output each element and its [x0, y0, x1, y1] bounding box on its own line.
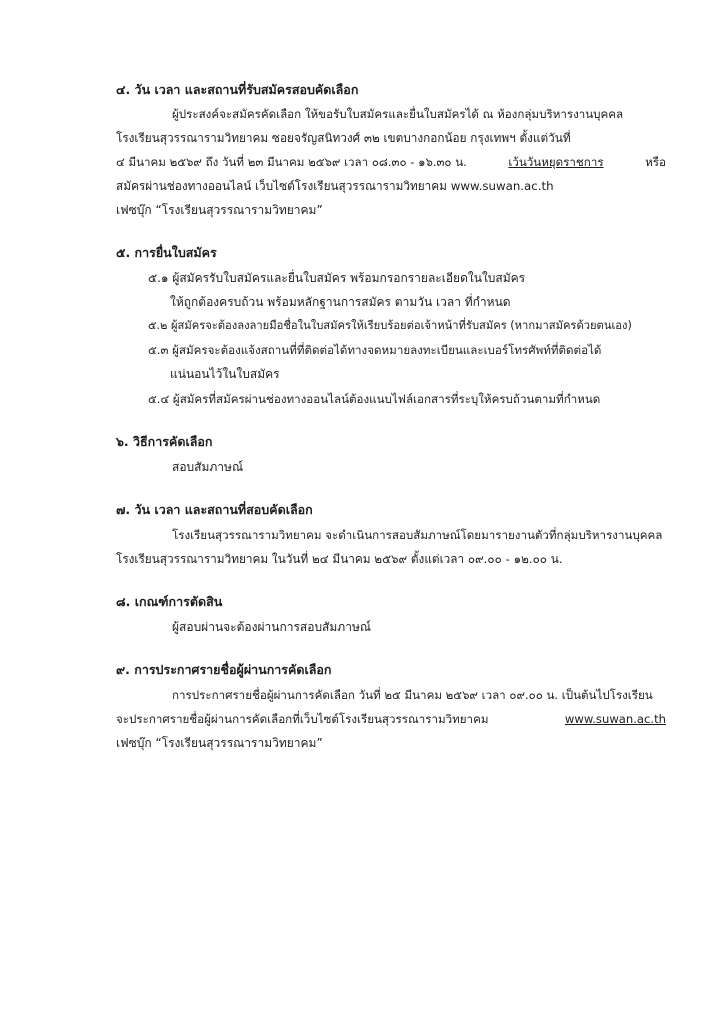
section-9-heading: ๙. การประกาศรายชื่อผู้ผ่านการคัดเลือก — [116, 662, 332, 677]
section-9-line-1: การประกาศรายชื่อผู้ผ่านการคัดเลือก วันที่ ๒๕ มีนาคม ๒๕๖๙ เวลา ๐๙.๐๐ น. เป็นต้นไปโรงเรียน — [172, 688, 653, 702]
section-6-heading: ๖. วิธีการคัดเลือก — [116, 434, 213, 449]
section-5-item-2: ๕.๒ ผู้สมัครจะต้องลงลายมือชื่อในใบสมัครให้เรียบร้อยต่อเจ้าหน้าที่รับสมัคร (หากมาสมัครด้วยตนเอง) — [148, 319, 632, 332]
application-period-text: ๔ มีนาคม ๒๕๖๙ ถึง วันที่ ๒๓ มีนาคม ๒๕๖๙ เวลา ๐๘.๓๐ - ๑๖.๓๐ น. — [116, 155, 467, 169]
section-4-line-2: โรงเรียนสุวรรณารามวิทยาคม ซอยจรัญสนิทวงศ์ ๓๒ เขตบางกอกน้อย กรุงเทพฯ ตั้งแต่วันที่ — [116, 131, 571, 145]
announcement-website-text: จะประกาศรายชื่อผู้ผ่านการคัดเลือกที่เว็บไซต์โรงเรียนสุวรรณารามวิทยาคม — [116, 712, 489, 726]
section-7-line-2: โรงเรียนสุวรรณารามวิทยาคม ในวันที่ ๒๔ มีนาคม ๒๕๖๙ ตั้งแต่เวลา ๐๙.๐๐ - ๑๒.๐๐ น. — [116, 552, 563, 566]
section-5-item-3a: ๕.๓ ผู้สมัครจะต้องแจ้งสถานที่ที่ติดต่อได้ทางจดหมายลงทะเบียนและเบอร์โทรศัพท์ที่ติดต่อได้ — [148, 343, 602, 357]
section-5-item-1a: ๕.๑ ผู้สมัครรับใบสมัครและยื่นใบสมัคร พร้อมกรอกรายละเอียดในใบสมัคร — [148, 271, 526, 285]
section-4-heading: ๔. วัน เวลา และสถานที่รับสมัครสอบคัดเลือก — [116, 82, 359, 97]
section-9-line-2 — [116, 711, 666, 727]
section-8-line-1: ผู้สอบผ่านจะต้องผ่านการสอบสัมภาษณ์ — [172, 620, 371, 634]
section-7-heading: ๗. วัน เวลา และสถานที่สอบคัดเลือก — [116, 502, 313, 517]
section-5-item-4: ๕.๔ ผู้สมัครที่สมัครผ่านช่องทางออนไลน์ต้องแนบไฟล์เอกสารที่ระบุให้ครบถ้วนตามที่กำหนด — [148, 392, 601, 406]
or-text: หรือ — [645, 155, 666, 169]
section-4-line-5: เฟซบุ๊ก “โรงเรียนสุวรรณารามวิทยาคม” — [116, 203, 323, 217]
section-4-line-3 — [116, 154, 666, 170]
section-5-item-3b: แน่นอนไว้ในใบสมัคร — [170, 367, 280, 381]
section-6-line-1: สอบสัมภาษณ์ — [172, 460, 244, 474]
section-7-line-1: โรงเรียนสุวรรณารามวิทยาคม จะดำเนินการสอบสัมภาษณ์โดยมารายงานตัวที่กลุ่มบริหารงานบุคคล — [172, 528, 663, 542]
section-8-heading: ๘. เกณฑ์การตัดสิน — [116, 594, 223, 609]
section-4-line-4: สมัครผ่านช่องทางออนไลน์ เว็บไซต์โรงเรียนสุวรรณารามวิทยาคม www.suwan.ac.th — [116, 179, 554, 193]
section-9-line-3: เฟซบุ๊ก “โรงเรียนสุวรรณารามวิทยาคม” — [116, 736, 323, 750]
section-5-heading: ๕. การยื่นใบสมัคร — [116, 245, 217, 260]
section-5-item-1b: ให้ถูกต้องครบถ้วน พร้อมหลักฐานการสมัคร ตามวัน เวลา ที่กำหนด — [170, 295, 511, 309]
section-4-line-1: ผู้ประสงค์จะสมัครคัดเลือก ให้ขอรับใบสมัครและยื่นใบสมัครได้ ณ ห้องกลุ่มบริหารงานบุคคล — [172, 107, 624, 121]
holiday-note: เว้นวันหยุดราชการ — [508, 155, 604, 169]
school-website-link[interactable]: www.suwan.ac.th — [564, 712, 666, 726]
